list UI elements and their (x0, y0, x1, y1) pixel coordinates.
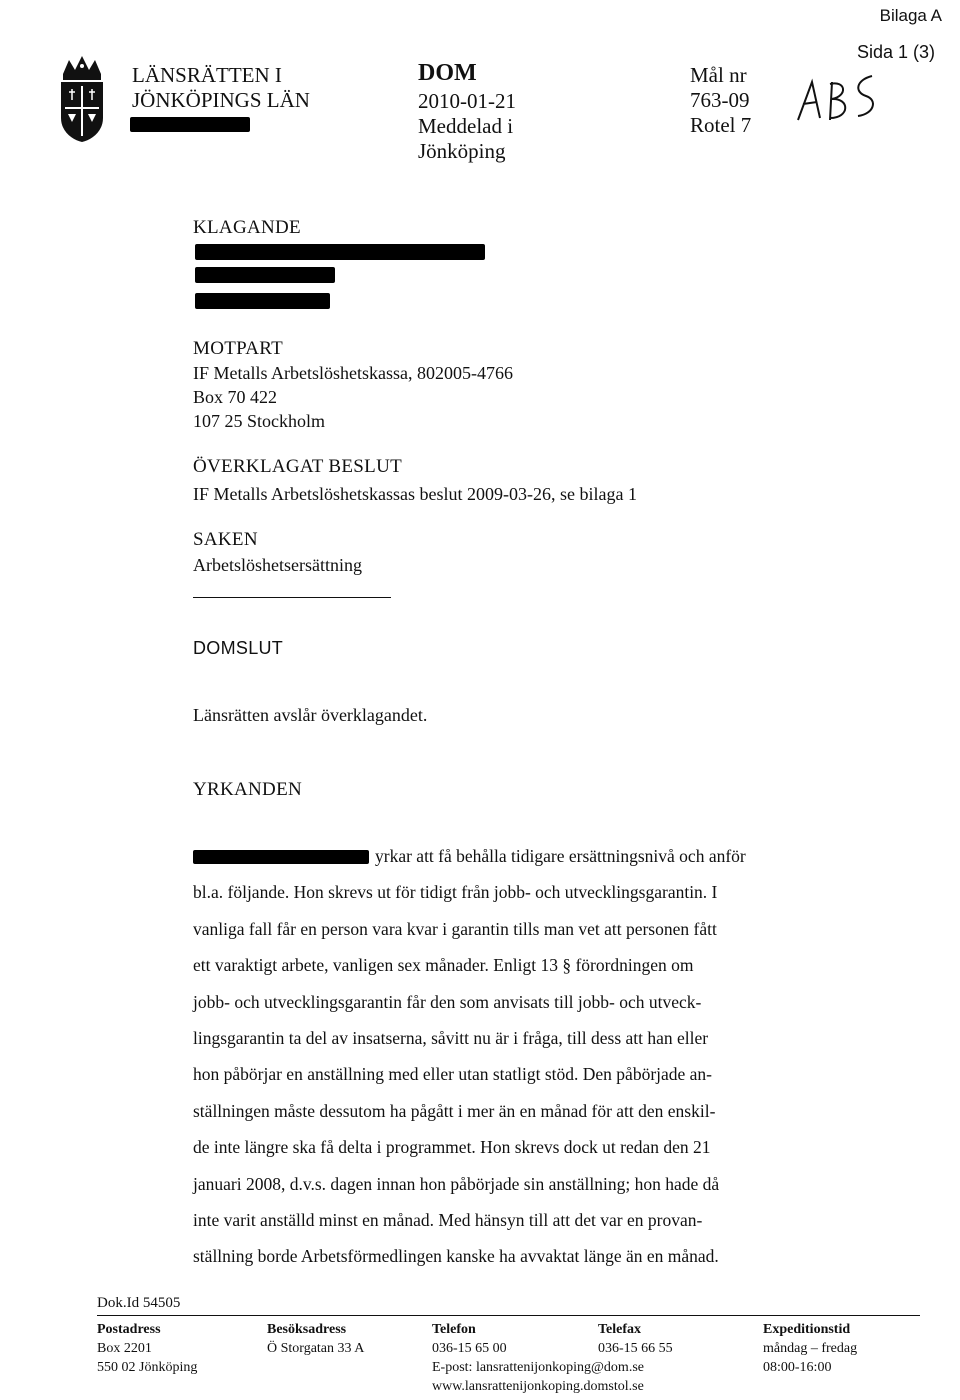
meddelad-label: Meddelad i (418, 114, 514, 138)
case-number: 763-09 (690, 88, 750, 112)
paragraph-line: januari 2008, d.v.s. dagen innan hon påbörjade sin anställning; hon hade då (193, 1173, 720, 1194)
motpart-line: Box 70 422 (193, 387, 278, 407)
motpart-line: IF Metalls Arbetslöshetskassa, 802005-4766 (193, 363, 513, 383)
footer-website: www.lansrattenijonkoping.domstol.se (432, 1379, 644, 1394)
coat-of-arms-logo (55, 52, 109, 144)
paragraph-line: jobb- och utvecklingsgarantin får den som anvisats till jobb- och utveck- (193, 991, 702, 1012)
footer-label: Expeditionstid (763, 1322, 851, 1337)
footer-telefax (598, 1320, 673, 1358)
paragraph-line: yrkar att få behålla tidigare ersättningsnivå och anför (375, 846, 746, 866)
saken-heading: SAKEN (193, 529, 258, 550)
footer-postadress (97, 1320, 197, 1377)
court-name-line2: JÖNKÖPINGS LÄN (132, 88, 310, 112)
footer-label: Besöksadress (267, 1322, 347, 1337)
paragraph-line: inte varit anställd minst en månad. Med hänsyn till att det var en provan- (193, 1209, 703, 1230)
footer-value: måndag – fredag (763, 1341, 858, 1356)
saken-text: Arbetslöshetsersättning (193, 555, 362, 575)
handwritten-initials (790, 68, 900, 128)
footer-value: Ö Storgatan 33 A (267, 1341, 365, 1356)
page-number: Sida 1 (3) (857, 42, 936, 62)
paragraph-line: ett varaktigt arbete, vanligen sex månader. Enligt 13 § förordningen om (193, 955, 694, 976)
redaction-bar (130, 117, 250, 132)
paragraph-line: ställning borde Arbetsförmedlingen kanske ha avvaktat länge än en månad. (193, 1246, 719, 1267)
rotel: Rotel 7 (690, 113, 752, 137)
footer-value: 036-15 65 00 (432, 1341, 507, 1356)
yrkanden-paragraph (193, 838, 821, 1275)
motpart-line: 107 25 Stockholm (193, 411, 326, 431)
footer-value: 550 02 Jönköping (97, 1360, 198, 1375)
footer-label: Telefax (598, 1322, 642, 1337)
footer-expeditionstid (763, 1320, 857, 1377)
document-type: DOM (418, 60, 477, 86)
domslut-text: Länsrätten avslår överklagandet. (193, 705, 428, 725)
paragraph-line: ställningen måste dessutom ha pågått i mer än en månad för att den enskil- (193, 1100, 716, 1121)
footer-value: Box 2201 (97, 1341, 152, 1356)
attachment-label: Bilaga A (879, 6, 942, 25)
klagande-heading: KLAGANDE (193, 217, 301, 238)
document-place: Jönköping (418, 139, 506, 163)
overklagat-text: IF Metalls Arbetslöshetskassas beslut 2009-03-26, se bilaga 1 (193, 484, 637, 504)
redaction-bar (195, 267, 335, 283)
footer-label: Telefon (432, 1322, 476, 1337)
document-date: 2010-01-21 (418, 89, 516, 113)
motpart-heading: MOTPART (193, 338, 284, 359)
document-id: Dok.Id 54505 (97, 1295, 181, 1311)
paragraph-line: hon påbörjar en anställning med eller utan statligt stöd. Den påbörjade an- (193, 1064, 713, 1085)
case-number-label: Mål nr (690, 63, 747, 87)
redaction-bar (195, 293, 330, 309)
paragraph-line: de inte längre ska få delta i programmet. Hon skrevs dock ut redan den 21 (193, 1137, 711, 1158)
footer-value: 036-15 66 55 (598, 1341, 673, 1356)
divider (193, 597, 391, 598)
redaction-bar (195, 244, 485, 260)
footer-divider (97, 1315, 920, 1316)
footer-label: Postadress (97, 1322, 161, 1337)
domslut-heading: DOMSLUT (193, 638, 284, 658)
paragraph-line: vanliga fall får en person vara kvar i garantin tills man vet att personen fått (193, 918, 717, 939)
footer-besoksadress (267, 1320, 364, 1358)
footer-email: E-post: lansrattenijonkoping@dom.se (432, 1360, 644, 1375)
overklagat-heading: ÖVERKLAGAT BESLUT (193, 456, 402, 477)
footer-value: 08:00-16:00 (763, 1360, 832, 1375)
court-name-line1: LÄNSRÄTTEN I (132, 63, 282, 87)
yrkanden-heading: YRKANDEN (193, 779, 303, 800)
paragraph-line: lingsgarantin ta del av insatserna, såvitt nu är i fråga, till dess att han eller (193, 1027, 709, 1048)
paragraph-line: bl.a. följande. Hon skrevs ut för tidigt från jobb- och utvecklingsgarantin. I (193, 882, 718, 903)
